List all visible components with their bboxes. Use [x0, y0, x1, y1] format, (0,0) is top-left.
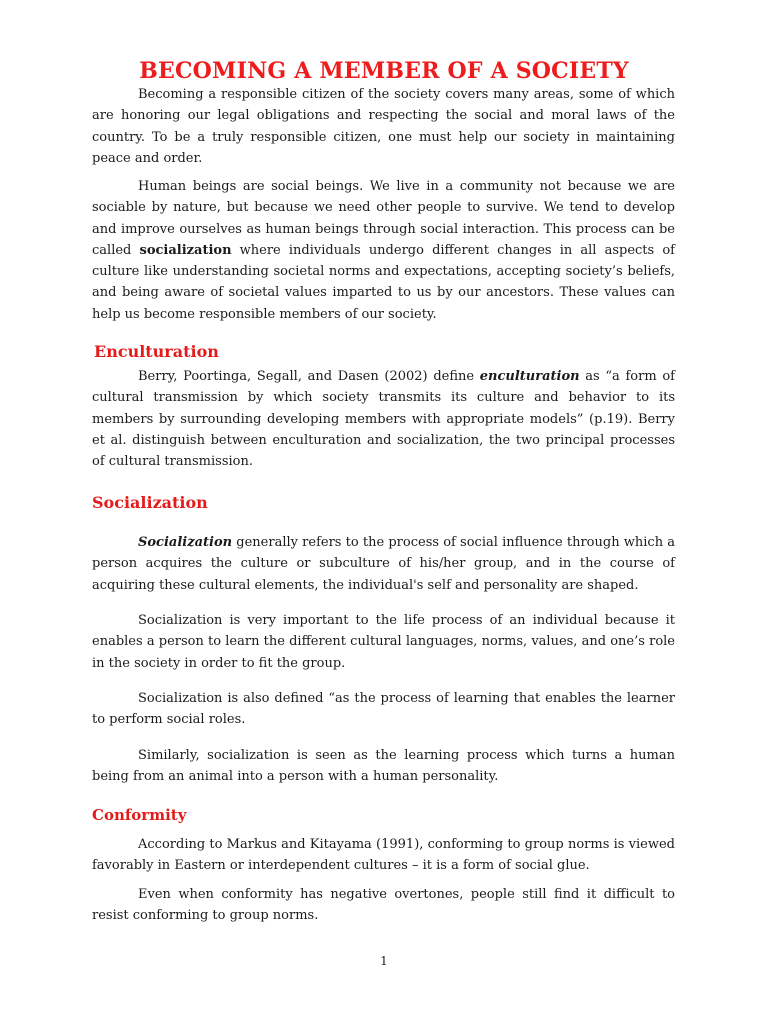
- enculturation-p1-text-before: Berry, Poortinga, Segall, and Dasen (2002) define: [138, 369, 480, 384]
- socialization-paragraph-1: [92, 532, 675, 596]
- enculturation-p1-term: enculturation: [479, 369, 580, 384]
- socialization-p1-text-after: generally refers to the process of social influence through which a person acquires the culture or subculture of his/her group, and in the course of acquiring these cultural elements, the individual's self and personality are shaped.: [92, 535, 675, 593]
- intro-paragraph-2: [92, 176, 675, 325]
- section-heading-socialization: Socialization: [92, 493, 208, 512]
- intro-paragraph-1: Becoming a responsible citizen of the society covers many areas, some of which are honoring our legal obligations and respecting the social and moral laws of the country. To be a truly responsible citizen, one must help our society in maintaining peace and order.: [92, 87, 675, 166]
- socialization-paragraph-4: Similarly, socialization is seen as the learning process which turns a human being from an animal into a person with a human personality.: [92, 748, 675, 785]
- intro-p2-term: socialization: [139, 242, 232, 258]
- socialization-p1-term: Socialization: [138, 535, 233, 550]
- page-number: 1: [380, 954, 388, 968]
- section-heading-enculturation: Enculturation: [94, 342, 219, 361]
- conformity-paragraph-1: According to Markus and Kitayama (1991), conforming to group norms is viewed favorably in Eastern or interdependent cultures – it is a form of social glue.: [92, 837, 675, 874]
- intro-p2-text-before: Human beings are social beings. We live in a community not because we are sociable by nature, but because we need other people to survive. We tend to develop and improve ourselves as human beings through social interaction. This process can be called: [92, 179, 675, 258]
- conformity-paragraph-2: Even when conformity has negative overtones, people still find it difficult to resist conforming to group norms.: [92, 887, 675, 924]
- intro-p2-text-after: where individuals undergo different changes in all aspects of culture like understanding societal norms and expectations, accepting society’s beliefs, and being aware of societal values imparted to us by our ancestors. These values can help us become responsible members of our society.: [92, 242, 675, 322]
- enculturation-paragraph-1: [92, 366, 675, 472]
- section-heading-conformity: Conformity: [92, 806, 187, 824]
- socialization-paragraph-3: Socialization is also defined “as the process of learning that enables the learner to perform social roles.: [92, 691, 675, 728]
- page-title: BECOMING A MEMBER OF A SOCIETY: [139, 58, 629, 84]
- socialization-paragraph-2: Socialization is very important to the life process of an individual because it enables a person to learn the different cultural languages, norms, values, and one’s role in the society in order to fit the group.: [92, 613, 675, 671]
- enculturation-p1-text-after: as “a form of cultural transmission by which society transmits its culture and behavior to its members by surrounding developing members with appropriate models” (p.19). Berry et al. distinguish between enculturation and socialization, the two principal processes of cultural transmission.: [92, 369, 675, 470]
